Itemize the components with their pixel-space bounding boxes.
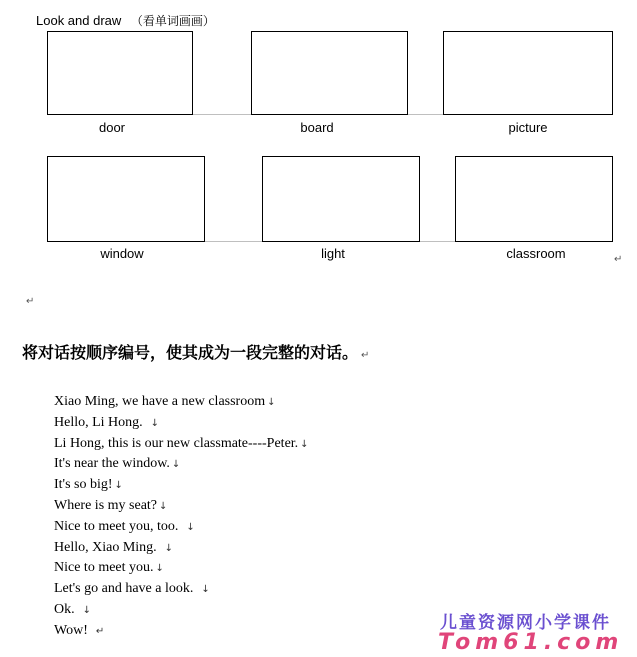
return-mark-icon: ↵ (361, 350, 370, 361)
dialogue-line (54, 413, 309, 434)
word-label-light: light (321, 246, 345, 261)
line-break-icon: ↓ (150, 417, 160, 429)
dialogue-line (54, 579, 309, 600)
dialogue-line-text: It's so big! (54, 477, 113, 493)
drawing-box-light[interactable] (262, 156, 420, 242)
line-break-icon: ↓ (201, 584, 210, 596)
dialogue-line-text: Xiao Ming, we have a new classroom (54, 394, 266, 409)
section-heading-text: 将对话按顺序编号，使其成为一段完整的对话。 (22, 343, 359, 362)
watermark-logo: Tom61.com (438, 630, 624, 655)
drawing-box-classroom[interactable] (455, 156, 613, 242)
dialogue-line-text: Hello, Xiao Ming. (54, 539, 157, 555)
return-mark-icon: ↵ (95, 625, 105, 637)
watermark-cn: 儿童资源网小学课件 (440, 613, 611, 633)
drawing-box-window[interactable] (47, 156, 205, 242)
dialogue-line (54, 517, 309, 538)
dialogue-list (54, 392, 309, 642)
section-title (36, 12, 215, 29)
dialogue-line-text: It's near the window. (54, 456, 170, 472)
dialogue-line (54, 600, 309, 621)
dialogue-line (54, 434, 309, 455)
dialogue-line-text: Where is my seat? (54, 497, 158, 513)
line-break-icon: ↓ (155, 563, 164, 575)
word-label-classroom: classroom (506, 246, 566, 261)
dialogue-line-text: Nice to meet you. (54, 560, 154, 576)
drawing-box-board[interactable] (251, 31, 408, 115)
line-break-icon: ↓ (300, 438, 309, 450)
section-title-en: Look and draw (36, 13, 122, 28)
return-mark-icon: ↵ (26, 296, 35, 307)
line-break-icon: ↓ (164, 542, 174, 554)
dialogue-line-text: Nice to meet you, too. (54, 518, 179, 534)
word-label-door: door (98, 120, 126, 135)
line-break-icon: ↓ (159, 500, 168, 512)
dialogue-line-text: Hello, Li Hong. (54, 414, 143, 430)
dialogue-line-text: Ok. (54, 601, 75, 617)
drawing-box-door[interactable] (47, 31, 193, 115)
line-break-icon: ↓ (114, 480, 123, 492)
word-label-board: board (300, 120, 334, 135)
line-break-icon: ↓ (267, 397, 276, 408)
section-title-cn: （看单词画画） (130, 14, 215, 28)
word-label-window: window (100, 246, 144, 261)
dialogue-line (54, 621, 309, 642)
dialogue-line-text: Li Hong, this is our new classmate----Peter. (54, 435, 299, 451)
line-break-icon: ↓ (186, 521, 195, 533)
dialogue-line (54, 392, 309, 413)
dialogue-line (54, 496, 309, 517)
dialogue-line (54, 454, 309, 475)
dialogue-line-text: Let's go and have a look. (54, 581, 194, 597)
dialogue-line (54, 538, 309, 559)
dialogue-line (54, 475, 309, 496)
drawing-box-picture[interactable] (443, 31, 613, 115)
dialogue-line (54, 558, 309, 579)
section-heading (22, 340, 369, 363)
dialogue-line-text: Wow! (54, 622, 88, 638)
line-break-icon: ↓ (82, 604, 92, 616)
return-mark-icon: ↵ (614, 254, 623, 265)
word-label-picture: picture (508, 120, 548, 135)
line-break-icon: ↓ (171, 459, 181, 471)
